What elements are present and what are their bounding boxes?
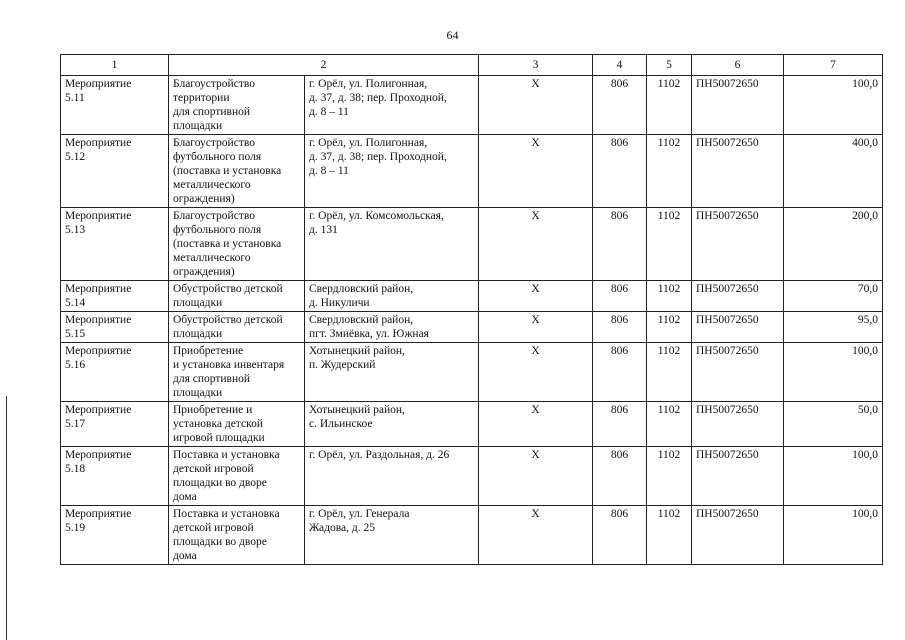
- description-cell: Поставка и установка детской игровой площадки во дворе дома: [169, 506, 305, 565]
- column-header: 1: [61, 55, 169, 76]
- col4-cell: 806: [593, 402, 647, 447]
- header-row: [61, 55, 883, 76]
- table-row: [61, 312, 883, 343]
- col5-cell: 1102: [647, 281, 692, 312]
- table-row: [61, 447, 883, 506]
- description-cell: Поставка и установка детской игровой площадки во дворе дома: [169, 447, 305, 506]
- amount-cell: 100,0: [784, 506, 883, 565]
- amount-cell: 100,0: [784, 447, 883, 506]
- address-cell: Хотынецкий район, с. Ильинское: [305, 402, 479, 447]
- col6-cell: ПН50072650: [692, 135, 784, 208]
- col5-cell: 1102: [647, 208, 692, 281]
- description-cell: Благоустройство футбольного поля (поставка и установка металлического ограждения): [169, 208, 305, 281]
- column-header: 4: [593, 55, 647, 76]
- col6-cell: ПН50072650: [692, 76, 784, 135]
- table-row: [61, 76, 883, 135]
- address-cell: г. Орёл, ул. Генерала Жадова, д. 25: [305, 506, 479, 565]
- col3-cell: Х: [479, 343, 593, 402]
- table-row: [61, 281, 883, 312]
- address-cell: г. Орёл, ул. Полигонная, д. 37, д. 38; пер. Проходной, д. 8 – 11: [305, 135, 479, 208]
- table-row: [61, 343, 883, 402]
- table-row: [61, 402, 883, 447]
- budget-table: [60, 54, 883, 565]
- col4-cell: 806: [593, 281, 647, 312]
- address-cell: Свердловский район, пгт. Змиёвка, ул. Южная: [305, 312, 479, 343]
- description-cell: Приобретение и установка инвентаря для спортивной площадки: [169, 343, 305, 402]
- col3-cell: Х: [479, 506, 593, 565]
- amount-cell: 95,0: [784, 312, 883, 343]
- col3-cell: Х: [479, 402, 593, 447]
- description-cell: Благоустройство футбольного поля (поставка и установка металлического ограждения): [169, 135, 305, 208]
- col6-cell: ПН50072650: [692, 447, 784, 506]
- description-cell: Приобретение и установка детской игровой площадки: [169, 402, 305, 447]
- amount-cell: 400,0: [784, 135, 883, 208]
- col6-cell: ПН50072650: [692, 281, 784, 312]
- measure-cell: Мероприятие 5.11: [61, 76, 169, 135]
- measure-cell: Мероприятие 5.16: [61, 343, 169, 402]
- col6-cell: ПН50072650: [692, 208, 784, 281]
- col5-cell: 1102: [647, 402, 692, 447]
- col5-cell: 1102: [647, 447, 692, 506]
- col3-cell: Х: [479, 208, 593, 281]
- column-header: 2: [169, 55, 479, 76]
- measure-cell: Мероприятие 5.13: [61, 208, 169, 281]
- column-header: 5: [647, 55, 692, 76]
- page-edge-line: [6, 396, 7, 640]
- col5-cell: 1102: [647, 312, 692, 343]
- description-cell: Обустройство детской площадки: [169, 281, 305, 312]
- col4-cell: 806: [593, 506, 647, 565]
- amount-cell: 50,0: [784, 402, 883, 447]
- col3-cell: Х: [479, 76, 593, 135]
- address-cell: Свердловский район, д. Никуличи: [305, 281, 479, 312]
- col4-cell: 806: [593, 208, 647, 281]
- amount-cell: 70,0: [784, 281, 883, 312]
- col6-cell: ПН50072650: [692, 343, 784, 402]
- col4-cell: 806: [593, 312, 647, 343]
- col4-cell: 806: [593, 135, 647, 208]
- table-row: [61, 208, 883, 281]
- col4-cell: 806: [593, 343, 647, 402]
- measure-cell: Мероприятие 5.19: [61, 506, 169, 565]
- col6-cell: ПН50072650: [692, 402, 784, 447]
- col4-cell: 806: [593, 447, 647, 506]
- col5-cell: 1102: [647, 506, 692, 565]
- address-cell: Хотынецкий район, п. Жудерский: [305, 343, 479, 402]
- measure-cell: Мероприятие 5.14: [61, 281, 169, 312]
- col5-cell: 1102: [647, 343, 692, 402]
- address-cell: г. Орёл, ул. Раздольная, д. 26: [305, 447, 479, 506]
- address-cell: г. Орёл, ул. Полигонная, д. 37, д. 38; пер. Проходной, д. 8 – 11: [305, 76, 479, 135]
- description-cell: Благоустройство территории для спортивной площадки: [169, 76, 305, 135]
- col3-cell: Х: [479, 312, 593, 343]
- col3-cell: Х: [479, 135, 593, 208]
- measure-cell: Мероприятие 5.15: [61, 312, 169, 343]
- column-header: 6: [692, 55, 784, 76]
- column-header: 7: [784, 55, 883, 76]
- col6-cell: ПН50072650: [692, 506, 784, 565]
- page-number: 64: [446, 28, 459, 42]
- col3-cell: Х: [479, 447, 593, 506]
- measure-cell: Мероприятие 5.18: [61, 447, 169, 506]
- amount-cell: 100,0: [784, 343, 883, 402]
- col4-cell: 806: [593, 76, 647, 135]
- table-row: [61, 506, 883, 565]
- measure-cell: Мероприятие 5.12: [61, 135, 169, 208]
- col6-cell: ПН50072650: [692, 312, 784, 343]
- measure-cell: Мероприятие 5.17: [61, 402, 169, 447]
- amount-cell: 100,0: [784, 76, 883, 135]
- table-row: [61, 135, 883, 208]
- col5-cell: 1102: [647, 135, 692, 208]
- column-header: 3: [479, 55, 593, 76]
- description-cell: Обустройство детской площадки: [169, 312, 305, 343]
- col3-cell: Х: [479, 281, 593, 312]
- amount-cell: 200,0: [784, 208, 883, 281]
- address-cell: г. Орёл, ул. Комсомольская, д. 131: [305, 208, 479, 281]
- col5-cell: 1102: [647, 76, 692, 135]
